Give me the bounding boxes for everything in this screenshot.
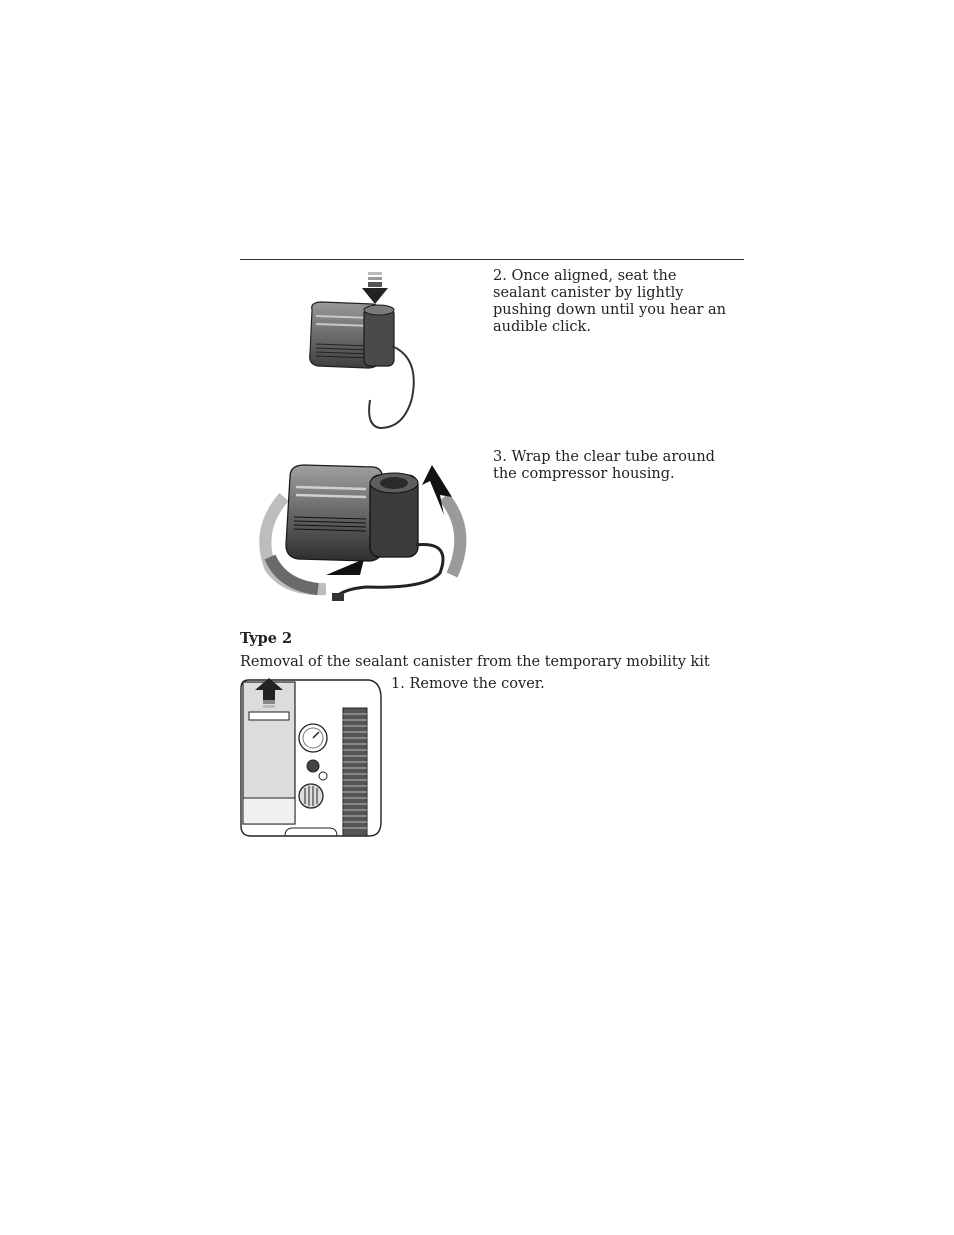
push-down-arrow-icon <box>362 272 388 304</box>
type-2-heading: Type 2 <box>240 630 293 647</box>
type-2-kit-remove-cover-illustration <box>239 678 383 840</box>
compressor-seat-canister-illustration <box>300 268 430 434</box>
header-rule <box>240 259 744 260</box>
compressor-wrap-tube-illustration <box>256 457 470 607</box>
step-2-text: 2. Once aligned, seat the sealant canister by lightly pushing down until you hear an audible click. <box>493 268 726 335</box>
step-3-text: 3. Wrap the clear tube around the compressor housing. <box>493 449 715 482</box>
type-2-step-1-text: 1. Remove the cover. <box>391 676 545 692</box>
type-2-intro: Removal of the sealant canister from the temporary mobility kit <box>240 654 710 670</box>
